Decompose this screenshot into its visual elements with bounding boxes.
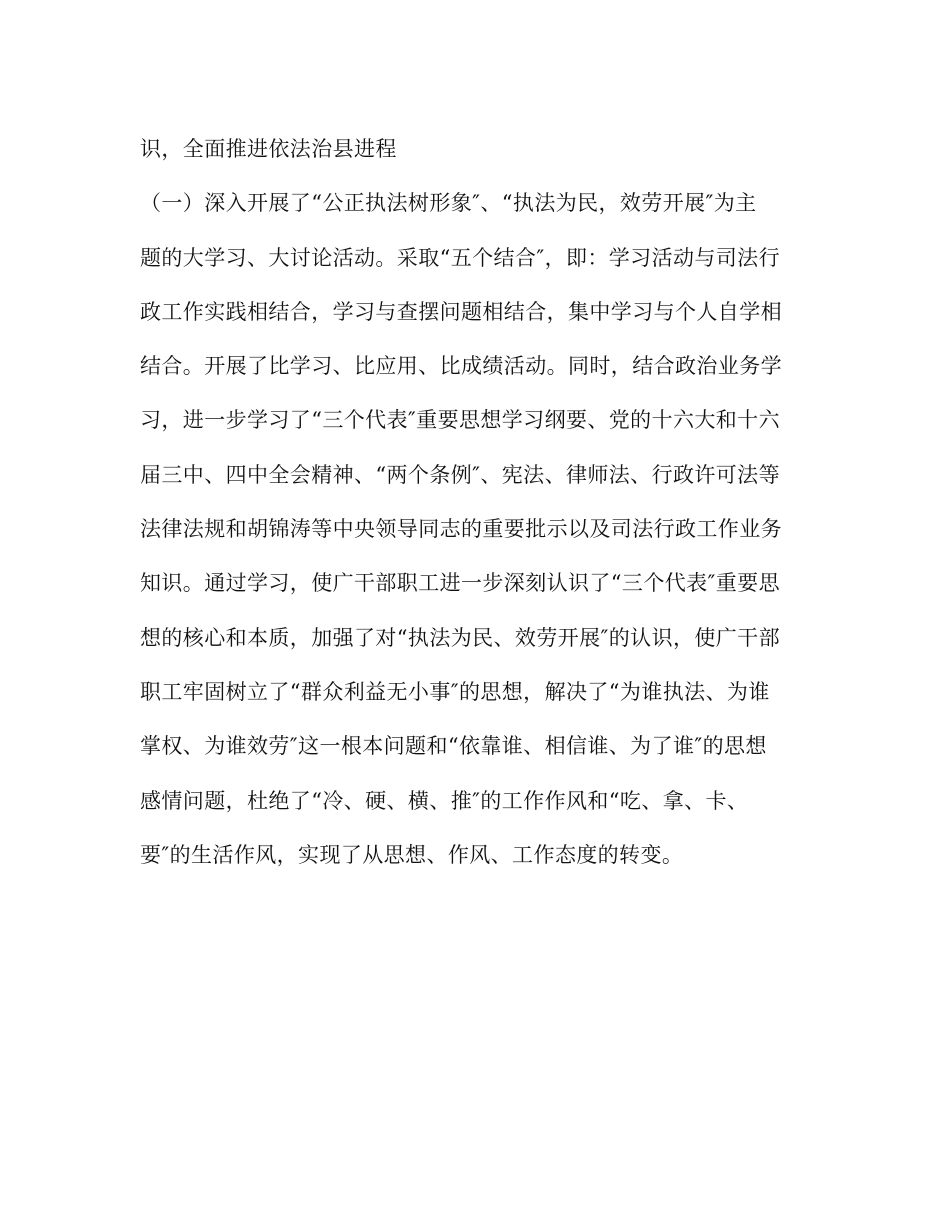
text-line: 知识。通过学习，使广干部职工进一步深刻认识了“三个代表″重要思 [140,571,780,596]
body-text [140,122,820,882]
text-line: （一）深入开展了“公正执法树形象″、“执法为民，效劳开展″为主 [140,191,757,216]
text-line: 习，进一步学习了“三个代表″重要思想学习纲要、党的十六大和十六 [140,408,780,433]
text-line: 结合。开展了比学习、比应用、比成绩活动。同时，结合政治业务学 [140,354,782,379]
text-line: 届三中、四中全会精神、“两个条例″、宪法、律师法、行政许可法等 [140,462,780,487]
text-line: 要″的生活作风，实现了从思想、作风、工作态度的转变。 [140,842,684,867]
text-line: 法律法规和胡锦涛等中央领导同志的重要批示以及司法行政工作业务 [140,517,782,542]
text-line: 想的核心和本质，加强了对“执法为民、效劳开展″的认识，使广干部 [140,625,780,650]
text-line: 识，全面推进依法治县进程 [140,137,397,161]
text-line: 题的大学习、大讨论活动。采取“五个结合″，即：学习活动与司法行 [140,245,780,270]
text-line: 职工牢固树立了“群众利益无小事″的思想，解决了“为谁执法、为谁 [140,679,770,704]
text-line: 政工作实践相结合，学习与查摆问题相结合，集中学习与个人自学相 [140,299,782,324]
text-line: 掌权、为谁效劳″这一根本问题和“依靠谁、相信谁、为了谁″的思想 [140,734,767,759]
text-line: 感情问题，杜绝了“冷、硬、横、推″的工作作风和“吃、拿、卡、 [140,788,749,813]
